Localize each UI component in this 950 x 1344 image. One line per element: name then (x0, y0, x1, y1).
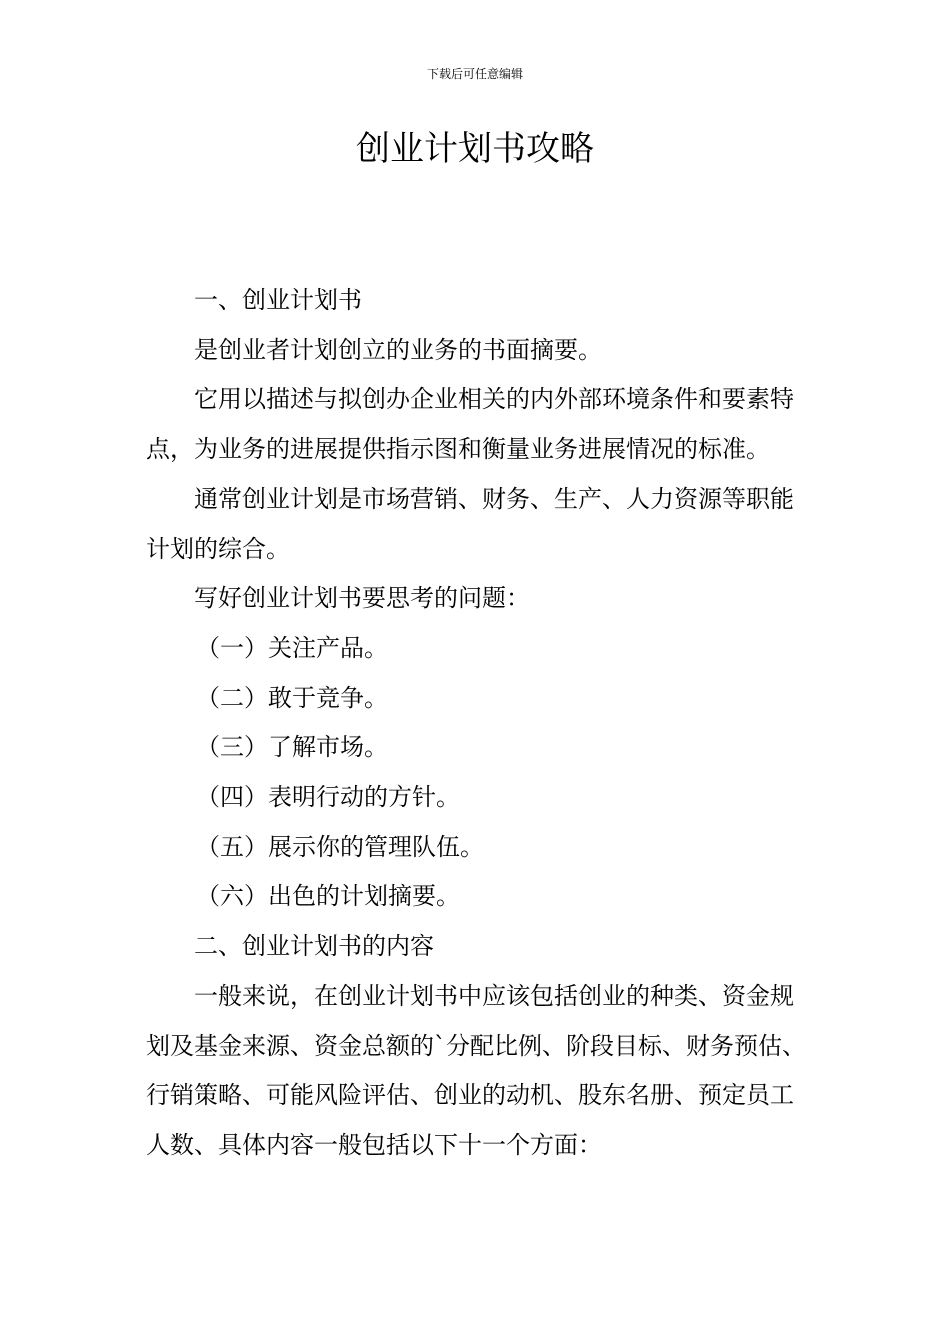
document-body (146, 276, 810, 1171)
question-item-6: （六）出色的计划摘要。 (196, 882, 460, 911)
question-item-2: （二）敢于竞争。 (196, 683, 388, 712)
paragraph-definition: 是创业者计划创立的业务的书面摘要。 (194, 335, 602, 364)
question-item-5: （五）展示你的管理队伍。 (196, 832, 484, 861)
paragraph-contents: 一般来说，在创业计划书中应该包括创业的种类、资金规划及基金来源、资金总额的`分配比例、阶段目标、财务预估、行销策略、可能风险评估、创业的动机、股东名册、预定员工人数、具体内容一般包括以下十一个方面： (146, 981, 806, 1159)
question-item-3: （三）了解市场。 (196, 733, 388, 762)
paragraph-questions-intro: 写好创业计划书要思考的问题： (194, 584, 530, 613)
section-heading-2: 二、创业计划书的内容 (194, 932, 434, 961)
paragraph-summary: 通常创业计划是市场营销、财务、生产、人力资源等职能计划的综合。 (146, 484, 794, 563)
question-item-1: （一）关注产品。 (196, 633, 388, 662)
document-title: 创业计划书攻略 (356, 129, 594, 169)
paragraph-description: 它用以描述与拟创办企业相关的内外部环境条件和要素特点，为业务的进展提供指示图和衡量业务进展情况的标准。 (146, 385, 794, 464)
section-heading-1: 一、创业计划书 (194, 286, 362, 314)
question-item-4: （四）表明行动的方针。 (196, 783, 460, 812)
header-note: 下载后可任意编辑 (426, 67, 523, 81)
